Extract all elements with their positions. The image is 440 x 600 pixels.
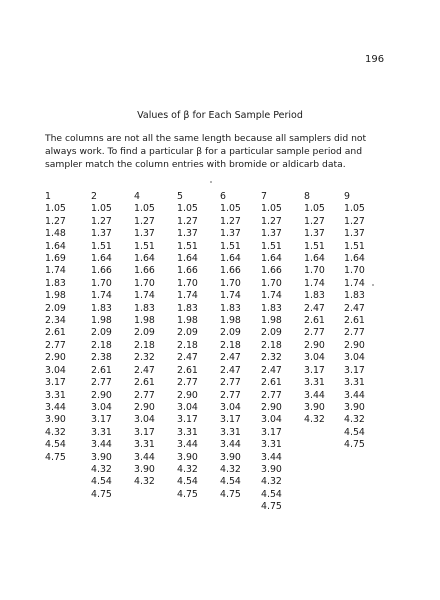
table-cell: 1.64 bbox=[45, 240, 66, 252]
scan-speck bbox=[372, 284, 374, 286]
table-cell: 1.48 bbox=[45, 228, 66, 240]
table-cell: 3.90 bbox=[177, 451, 198, 463]
table-cell: 3.17 bbox=[91, 414, 112, 426]
table-cell: 3.44 bbox=[344, 389, 365, 401]
table-cell: 1.66 bbox=[91, 265, 112, 277]
table-cell: 4.75 bbox=[220, 488, 241, 500]
table-cell: 1.74 bbox=[45, 265, 66, 277]
table-cell: 2.47 bbox=[261, 364, 282, 376]
table-cell: 3.17 bbox=[45, 377, 66, 389]
table-cell: 3.44 bbox=[220, 439, 241, 451]
table-cell: 2.77 bbox=[304, 327, 325, 339]
table-cell: 2.09 bbox=[134, 327, 155, 339]
page-number: 196 bbox=[365, 54, 385, 65]
table-cell: 1.05 bbox=[91, 203, 112, 215]
table-cell: 3.17 bbox=[177, 414, 198, 426]
table-cell: 2.18 bbox=[91, 339, 112, 351]
table-cell: 1.64 bbox=[304, 253, 325, 265]
table-cell: 4.75 bbox=[344, 439, 365, 451]
table-cell: 1.66 bbox=[177, 265, 198, 277]
table-cell: 2.09 bbox=[261, 327, 282, 339]
table-cell: 1.98 bbox=[45, 290, 66, 302]
table-cell: 2.34 bbox=[45, 315, 66, 327]
table-cell: 3.90 bbox=[304, 401, 325, 413]
table-cell: 1.98 bbox=[91, 315, 112, 327]
table-cell: 1.98 bbox=[134, 315, 155, 327]
table-cell: 4.75 bbox=[91, 488, 112, 500]
table-cell: 1.64 bbox=[177, 253, 198, 265]
table-cell: 1.83 bbox=[91, 302, 112, 314]
table-cell: 4.32 bbox=[344, 414, 365, 426]
table-cell: 3.44 bbox=[134, 451, 155, 463]
table-column bbox=[220, 191, 256, 501]
intro-line: The columns are not all the same length because all samplers did not bbox=[45, 133, 367, 144]
page-title: Values of β for Each Sample Period bbox=[137, 110, 303, 121]
table-cell: 1.27 bbox=[220, 215, 241, 227]
table-cell: 4.75 bbox=[177, 488, 198, 500]
table-cell: 1.83 bbox=[304, 290, 325, 302]
table-cell: 3.44 bbox=[304, 389, 325, 401]
table-cell: 3.90 bbox=[91, 451, 112, 463]
table-cell: 1.83 bbox=[134, 302, 155, 314]
table-cell: 2.90 bbox=[261, 401, 282, 413]
table-cell: 1.66 bbox=[220, 265, 241, 277]
table-cell: 3.90 bbox=[261, 463, 282, 475]
table-cell: 2.47 bbox=[177, 352, 198, 364]
table-cell: 2.09 bbox=[45, 302, 66, 314]
table-cell: 4.54 bbox=[344, 426, 365, 438]
table-cell: 1.64 bbox=[261, 253, 282, 265]
table-cell: 1.83 bbox=[344, 290, 365, 302]
table-cell: 4.32 bbox=[134, 476, 155, 488]
table-cell: 1.51 bbox=[344, 240, 365, 252]
table-cell: 1.37 bbox=[177, 228, 198, 240]
table-cell: 3.31 bbox=[91, 426, 112, 438]
table-cell: 2.47 bbox=[220, 364, 241, 376]
table-cell: 1.74 bbox=[177, 290, 198, 302]
table-column bbox=[344, 191, 380, 452]
table-cell: 2.61 bbox=[344, 315, 365, 327]
table-cell: 2.47 bbox=[220, 352, 241, 364]
table-cell: 1.51 bbox=[91, 240, 112, 252]
table-cell: 3.04 bbox=[134, 414, 155, 426]
column-header: 1 bbox=[45, 191, 51, 202]
table-cell: 1.37 bbox=[304, 228, 325, 240]
table-cell: 1.27 bbox=[134, 215, 155, 227]
table-cell: 1.27 bbox=[91, 215, 112, 227]
table-cell: 2.90 bbox=[91, 389, 112, 401]
column-header: 9 bbox=[344, 191, 350, 202]
table-cell: 1.27 bbox=[45, 215, 66, 227]
table-cell: 3.04 bbox=[261, 414, 282, 426]
table-cell: 3.31 bbox=[304, 377, 325, 389]
table-cell: 2.90 bbox=[177, 389, 198, 401]
table-cell: 1.83 bbox=[177, 302, 198, 314]
table-cell: 3.90 bbox=[220, 451, 241, 463]
table-cell: 3.44 bbox=[261, 451, 282, 463]
table-cell: 3.31 bbox=[177, 426, 198, 438]
table-cell: 2.77 bbox=[91, 377, 112, 389]
table-cell: 2.90 bbox=[344, 339, 365, 351]
table-cell: 2.47 bbox=[344, 302, 365, 314]
table-cell: 2.09 bbox=[91, 327, 112, 339]
table-cell: 2.38 bbox=[91, 352, 112, 364]
table-cell: 1.74 bbox=[344, 277, 365, 289]
table-cell: 1.69 bbox=[45, 253, 66, 265]
table-cell: 1.05 bbox=[261, 203, 282, 215]
table-cell: 1.27 bbox=[261, 215, 282, 227]
table-cell: 1.74 bbox=[261, 290, 282, 302]
table-cell: 2.09 bbox=[220, 327, 241, 339]
table-cell: 4.32 bbox=[45, 426, 66, 438]
table-cell: 1.51 bbox=[177, 240, 198, 252]
table-cell: 4.54 bbox=[220, 476, 241, 488]
table-cell: 2.77 bbox=[344, 327, 365, 339]
table-cell: 2.61 bbox=[45, 327, 66, 339]
table-cell: 1.70 bbox=[344, 265, 365, 277]
table-cell: 2.77 bbox=[220, 377, 241, 389]
table-cell: 1.98 bbox=[261, 315, 282, 327]
table-cell: 4.54 bbox=[261, 488, 282, 500]
table-cell: 3.17 bbox=[261, 426, 282, 438]
table-cell: 1.83 bbox=[220, 302, 241, 314]
table-cell: 3.31 bbox=[344, 377, 365, 389]
column-header: 5 bbox=[177, 191, 183, 202]
table-cell: 3.90 bbox=[134, 463, 155, 475]
table-cell: 4.75 bbox=[45, 451, 66, 463]
table-cell: 1.05 bbox=[134, 203, 155, 215]
table-cell: 3.04 bbox=[45, 364, 66, 376]
table-cell: 1.66 bbox=[134, 265, 155, 277]
table-cell: 3.17 bbox=[134, 426, 155, 438]
table-cell: 2.61 bbox=[177, 364, 198, 376]
table-cell: 4.32 bbox=[91, 463, 112, 475]
table-cell: 4.54 bbox=[177, 476, 198, 488]
table-cell: 1.27 bbox=[177, 215, 198, 227]
table-cell: 1.83 bbox=[261, 302, 282, 314]
table-cell: 4.32 bbox=[261, 476, 282, 488]
table-cell: 4.75 bbox=[261, 501, 282, 513]
table-cell: 3.44 bbox=[91, 439, 112, 451]
table-cell: 3.31 bbox=[45, 389, 66, 401]
table-cell: 2.77 bbox=[220, 389, 241, 401]
table-cell: 2.47 bbox=[304, 302, 325, 314]
table-cell: 2.18 bbox=[134, 339, 155, 351]
table-cell: 1.05 bbox=[344, 203, 365, 215]
intro-line: sampler match the column entries with bromide or aldicarb data. bbox=[45, 159, 346, 170]
table-cell: 2.90 bbox=[304, 339, 325, 351]
table-cell: 1.74 bbox=[304, 277, 325, 289]
table-column bbox=[134, 191, 170, 489]
table-cell: 1.05 bbox=[220, 203, 241, 215]
table-cell: 1.37 bbox=[220, 228, 241, 240]
table-cell: 2.77 bbox=[261, 389, 282, 401]
table-cell: 1.37 bbox=[91, 228, 112, 240]
table-cell: 2.77 bbox=[45, 339, 66, 351]
table-cell: 1.37 bbox=[261, 228, 282, 240]
table-cell: 2.47 bbox=[134, 364, 155, 376]
table-cell: 1.27 bbox=[304, 215, 325, 227]
table-cell: 2.61 bbox=[134, 377, 155, 389]
table-column bbox=[177, 191, 213, 501]
table-cell: 2.32 bbox=[134, 352, 155, 364]
table-cell: 2.18 bbox=[261, 339, 282, 351]
table-cell: 1.64 bbox=[91, 253, 112, 265]
table-cell: 3.04 bbox=[220, 401, 241, 413]
table-cell: 3.31 bbox=[134, 439, 155, 451]
table-cell: 1.64 bbox=[220, 253, 241, 265]
table-cell: 4.32 bbox=[177, 463, 198, 475]
table-cell: 3.17 bbox=[220, 414, 241, 426]
table-cell: 1.70 bbox=[261, 277, 282, 289]
table-cell: 2.77 bbox=[177, 377, 198, 389]
table-cell: 1.98 bbox=[177, 315, 198, 327]
table-cell: 2.90 bbox=[134, 401, 155, 413]
table-cell: 2.18 bbox=[220, 339, 241, 351]
table-cell: 1.70 bbox=[134, 277, 155, 289]
table-cell: 2.18 bbox=[177, 339, 198, 351]
table-cell: 1.05 bbox=[177, 203, 198, 215]
table-cell: 1.64 bbox=[134, 253, 155, 265]
table-cell: 3.04 bbox=[304, 352, 325, 364]
table-cell: 3.44 bbox=[177, 439, 198, 451]
table-column bbox=[261, 191, 297, 514]
table-cell: 2.61 bbox=[91, 364, 112, 376]
table-cell: 4.54 bbox=[91, 476, 112, 488]
table-cell: 2.77 bbox=[134, 389, 155, 401]
table-cell: 1.70 bbox=[304, 265, 325, 277]
table-cell: 2.61 bbox=[261, 377, 282, 389]
table-cell: 3.04 bbox=[177, 401, 198, 413]
table-cell: 3.90 bbox=[344, 401, 365, 413]
table-cell: 1.98 bbox=[220, 315, 241, 327]
column-header: 6 bbox=[220, 191, 226, 202]
table-cell: 2.09 bbox=[177, 327, 198, 339]
table-cell: 1.64 bbox=[344, 253, 365, 265]
intro-text bbox=[45, 132, 405, 171]
table-cell: 1.74 bbox=[91, 290, 112, 302]
beta-table bbox=[0, 191, 440, 531]
table-cell: 1.70 bbox=[220, 277, 241, 289]
table-cell: 1.74 bbox=[220, 290, 241, 302]
table-column bbox=[45, 191, 81, 464]
table-cell: 3.17 bbox=[344, 364, 365, 376]
table-cell: 3.31 bbox=[220, 426, 241, 438]
column-header: 2 bbox=[91, 191, 97, 202]
column-header: 8 bbox=[304, 191, 310, 202]
table-cell: 1.70 bbox=[177, 277, 198, 289]
table-cell: 1.51 bbox=[304, 240, 325, 252]
column-header: 4 bbox=[134, 191, 140, 202]
table-cell: 1.51 bbox=[134, 240, 155, 252]
table-cell: 1.51 bbox=[261, 240, 282, 252]
table-cell: 4.32 bbox=[304, 414, 325, 426]
column-header: 7 bbox=[261, 191, 267, 202]
table-cell: 1.05 bbox=[45, 203, 66, 215]
table-column bbox=[91, 191, 127, 501]
intro-line: always work. To find a particular β for a particular sample period and bbox=[45, 146, 363, 157]
table-cell: 1.51 bbox=[220, 240, 241, 252]
table-cell: 2.32 bbox=[261, 352, 282, 364]
table-cell: 4.54 bbox=[45, 439, 66, 451]
table-cell: 4.32 bbox=[220, 463, 241, 475]
table-cell: 1.83 bbox=[45, 277, 66, 289]
table-cell: 1.37 bbox=[344, 228, 365, 240]
table-cell: 1.37 bbox=[134, 228, 155, 240]
table-cell: 1.66 bbox=[261, 265, 282, 277]
table-cell: 3.04 bbox=[344, 352, 365, 364]
table-cell: 1.27 bbox=[344, 215, 365, 227]
table-cell: 3.44 bbox=[45, 401, 66, 413]
table-cell: 2.90 bbox=[45, 352, 66, 364]
table-cell: 3.90 bbox=[45, 414, 66, 426]
table-cell: 3.17 bbox=[304, 364, 325, 376]
scan-speck bbox=[210, 181, 212, 183]
table-cell: 2.61 bbox=[304, 315, 325, 327]
table-cell: 3.04 bbox=[91, 401, 112, 413]
table-column bbox=[304, 191, 340, 427]
table-cell: 1.05 bbox=[304, 203, 325, 215]
table-cell: 1.74 bbox=[134, 290, 155, 302]
table-cell: 3.31 bbox=[261, 439, 282, 451]
table-cell: 1.70 bbox=[91, 277, 112, 289]
